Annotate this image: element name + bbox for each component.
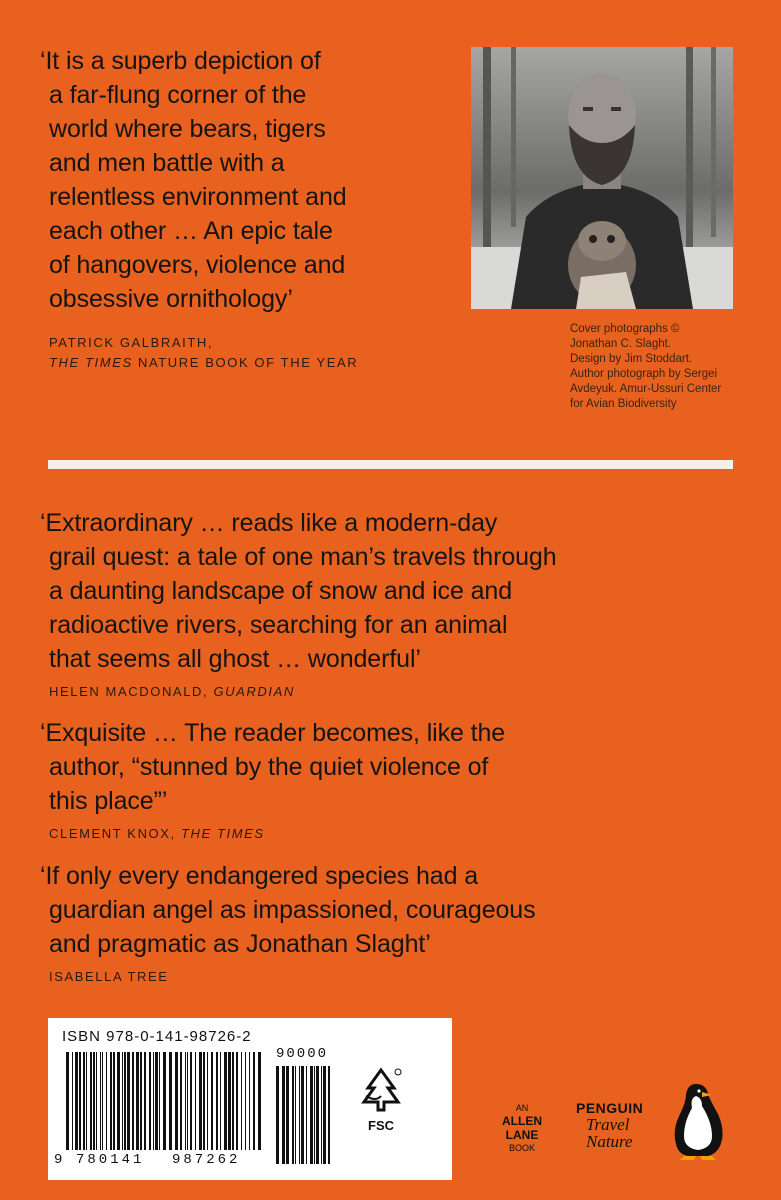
- quote-2-attribution-italic: GUARDIAN: [213, 684, 295, 699]
- quote-1-attribution: [49, 333, 358, 373]
- imprint-lane: LANE: [505, 1128, 539, 1142]
- quote-4-attribution-name: ISABELLA TREE: [49, 969, 169, 984]
- quote-1-attribution-rest: NATURE BOOK OF THE YEAR: [132, 355, 359, 370]
- fsc-tree-icon: [356, 1066, 406, 1114]
- quote-3-attribution: [49, 826, 265, 841]
- quote-1-line: obsessive ornithology’: [49, 285, 293, 313]
- barcode-bar: [258, 1052, 261, 1150]
- imprint-book: BOOK: [508, 1143, 535, 1153]
- quote-2-line: ‘Extraordinary … reads like a modern-day: [40, 509, 498, 537]
- barcode-bar: [93, 1052, 95, 1150]
- barcode-bar: [190, 1052, 192, 1150]
- barcode-bar: [323, 1066, 326, 1164]
- barcode-bar: [72, 1052, 73, 1150]
- barcode-bar: [245, 1052, 246, 1150]
- barcode-bar: [66, 1052, 69, 1150]
- isbn-barcode: [66, 1052, 266, 1162]
- barcode-bar: [127, 1052, 130, 1150]
- barcode-digits-right: 987262: [172, 1152, 241, 1168]
- isbn-number: ISBN 978-0-141-98726-2: [62, 1028, 252, 1045]
- barcode-bar: [140, 1052, 142, 1150]
- barcode-bar: [295, 1066, 296, 1164]
- barcode-bar: [195, 1052, 196, 1150]
- quote-2-line: that seems all ghost … wonderful’: [49, 645, 421, 673]
- quote-4-line: and pragmatic as Jonathan Slaght’: [49, 930, 431, 958]
- barcode-bar: [203, 1052, 205, 1150]
- barcode-bar: [236, 1052, 238, 1150]
- barcode-digits-left: 780141: [76, 1152, 145, 1168]
- barcode-bar: [155, 1052, 158, 1150]
- barcode-bar: [132, 1052, 134, 1150]
- barcode-bar: [301, 1066, 304, 1164]
- quote-1: [40, 44, 460, 316]
- barcode-bar: [117, 1052, 120, 1150]
- allen-lane-imprint: [502, 1102, 542, 1154]
- barcode-bar: [185, 1052, 186, 1150]
- quote-2-line: radioactive rivers, searching for an animal: [49, 611, 508, 639]
- quote-3-attribution-italic: THE TIMES: [180, 826, 265, 841]
- quote-1-line: ‘It is a superb depiction of: [40, 47, 321, 75]
- quote-3-line: author, “stunned by the quiet violence of: [49, 753, 489, 781]
- barcode-bar: [144, 1052, 146, 1150]
- credit-line: Author photograph by Sergei: [570, 368, 718, 380]
- barcode-bar: [282, 1066, 285, 1164]
- barcode-bar: [79, 1052, 81, 1150]
- barcode-bar: [175, 1052, 178, 1150]
- barcode-bar: [316, 1066, 319, 1164]
- quote-1-line: world where bears, tigers: [49, 115, 326, 143]
- price-barcode: [276, 1066, 336, 1166]
- barcode-bar: [122, 1052, 123, 1150]
- quote-1-line: of hangovers, violence and: [49, 251, 346, 279]
- credit-line: Avdeyuk. Amur-Ussuri Center: [570, 383, 722, 395]
- barcode-bar: [159, 1052, 160, 1150]
- barcode-bar: [310, 1066, 313, 1164]
- barcode-digit-first: 9: [54, 1152, 66, 1168]
- barcode-bar: [153, 1052, 154, 1150]
- quote-4: [40, 859, 740, 961]
- credit-line: Design by Jim Stoddart.: [570, 353, 693, 365]
- barcode-bar: [149, 1052, 151, 1150]
- imprint-an: AN: [515, 1103, 529, 1113]
- imprint-allen: ALLEN: [502, 1114, 542, 1128]
- barcode-bar: [169, 1052, 172, 1150]
- barcode-bar: [292, 1066, 294, 1164]
- quote-1-line: each other … An epic tale: [49, 217, 333, 245]
- barcode-bar: [241, 1052, 242, 1150]
- barcode-bar: [180, 1052, 182, 1150]
- barcode-panel: [48, 1018, 452, 1180]
- barcode-bar: [86, 1052, 87, 1150]
- barcode-bar: [253, 1052, 255, 1150]
- barcode-bar: [328, 1066, 330, 1164]
- barcode-bar: [299, 1066, 300, 1164]
- barcode-bar: [106, 1052, 107, 1150]
- barcode-bar: [224, 1052, 227, 1150]
- quote-2-attribution: [49, 684, 295, 699]
- quote-4-attribution: [49, 969, 169, 984]
- quote-1-line: relentless environment and: [49, 183, 347, 211]
- barcode-bar: [187, 1052, 188, 1150]
- series-travel: Travel: [586, 1115, 630, 1134]
- barcode-bar: [249, 1052, 250, 1150]
- series-nature: Nature: [586, 1132, 633, 1151]
- cover-credits: [570, 322, 740, 412]
- barcode-bar: [207, 1052, 208, 1150]
- barcode-bar: [306, 1066, 307, 1164]
- barcode-bar: [232, 1052, 234, 1150]
- barcode-bar: [113, 1052, 115, 1150]
- quote-1-attribution-source: [49, 353, 358, 373]
- author-photo-image: [471, 47, 733, 309]
- quote-2-line: a daunting landscape of snow and ice and: [49, 577, 513, 605]
- barcode-bar: [83, 1052, 85, 1150]
- fsc-logo: [356, 1066, 406, 1136]
- barcode-bar: [220, 1052, 221, 1150]
- quote-1-line: a far-flung corner of the: [49, 81, 307, 109]
- barcode-bar: [228, 1052, 231, 1150]
- fsc-label: FSC: [368, 1118, 394, 1133]
- barcode-bar: [96, 1052, 97, 1150]
- quote-3-attribution-name: CLEMENT KNOX,: [49, 826, 181, 841]
- barcode-bar: [211, 1052, 213, 1150]
- author-photo: [471, 47, 733, 309]
- price-code: 90000: [276, 1046, 329, 1062]
- barcode-bar: [314, 1066, 315, 1164]
- penguin-series: [576, 1100, 656, 1150]
- divider-rule: [48, 460, 733, 469]
- quote-2-line: grail quest: a tale of one man’s travels through: [49, 543, 557, 571]
- quote-1-attribution-italic: THE TIMES: [49, 355, 133, 370]
- quote-3-line: ‘Exquisite … The reader becomes, like the: [40, 719, 506, 747]
- barcode-bar: [124, 1052, 126, 1150]
- barcode-bar: [286, 1066, 289, 1164]
- quote-2-attribution-name: HELEN MACDONALD,: [49, 684, 214, 699]
- barcode-bar: [90, 1052, 92, 1150]
- quote-1-line: and men battle with a: [49, 149, 285, 177]
- credit-line: Cover photographs ©: [570, 323, 680, 335]
- credit-line: for Avian Biodiversity: [570, 398, 677, 410]
- barcode-bar: [216, 1052, 218, 1150]
- quote-1-attribution-name: PATRICK GALBRAITH,: [49, 335, 214, 350]
- barcode-bar: [276, 1066, 279, 1164]
- quote-4-line: guardian angel as impassioned, courageous: [49, 896, 536, 924]
- penguin-logo-icon: [668, 1080, 728, 1160]
- credit-line: Jonathan C. Slaght.: [570, 338, 672, 350]
- barcode-bar: [102, 1052, 103, 1150]
- quote-2: [40, 506, 740, 676]
- barcode-bar: [100, 1052, 101, 1150]
- quote-3-line: this place”’: [49, 787, 168, 815]
- barcode-bar: [321, 1066, 322, 1164]
- publisher-name: PENGUIN: [576, 1100, 644, 1116]
- barcode-bar: [75, 1052, 78, 1150]
- barcode-bar: [110, 1052, 112, 1150]
- quote-3: [40, 716, 740, 818]
- barcode-bar: [199, 1052, 202, 1150]
- barcode-bar: [136, 1052, 139, 1150]
- barcode-bar: [163, 1052, 166, 1150]
- quote-4-line: ‘If only every endangered species had a: [40, 862, 479, 890]
